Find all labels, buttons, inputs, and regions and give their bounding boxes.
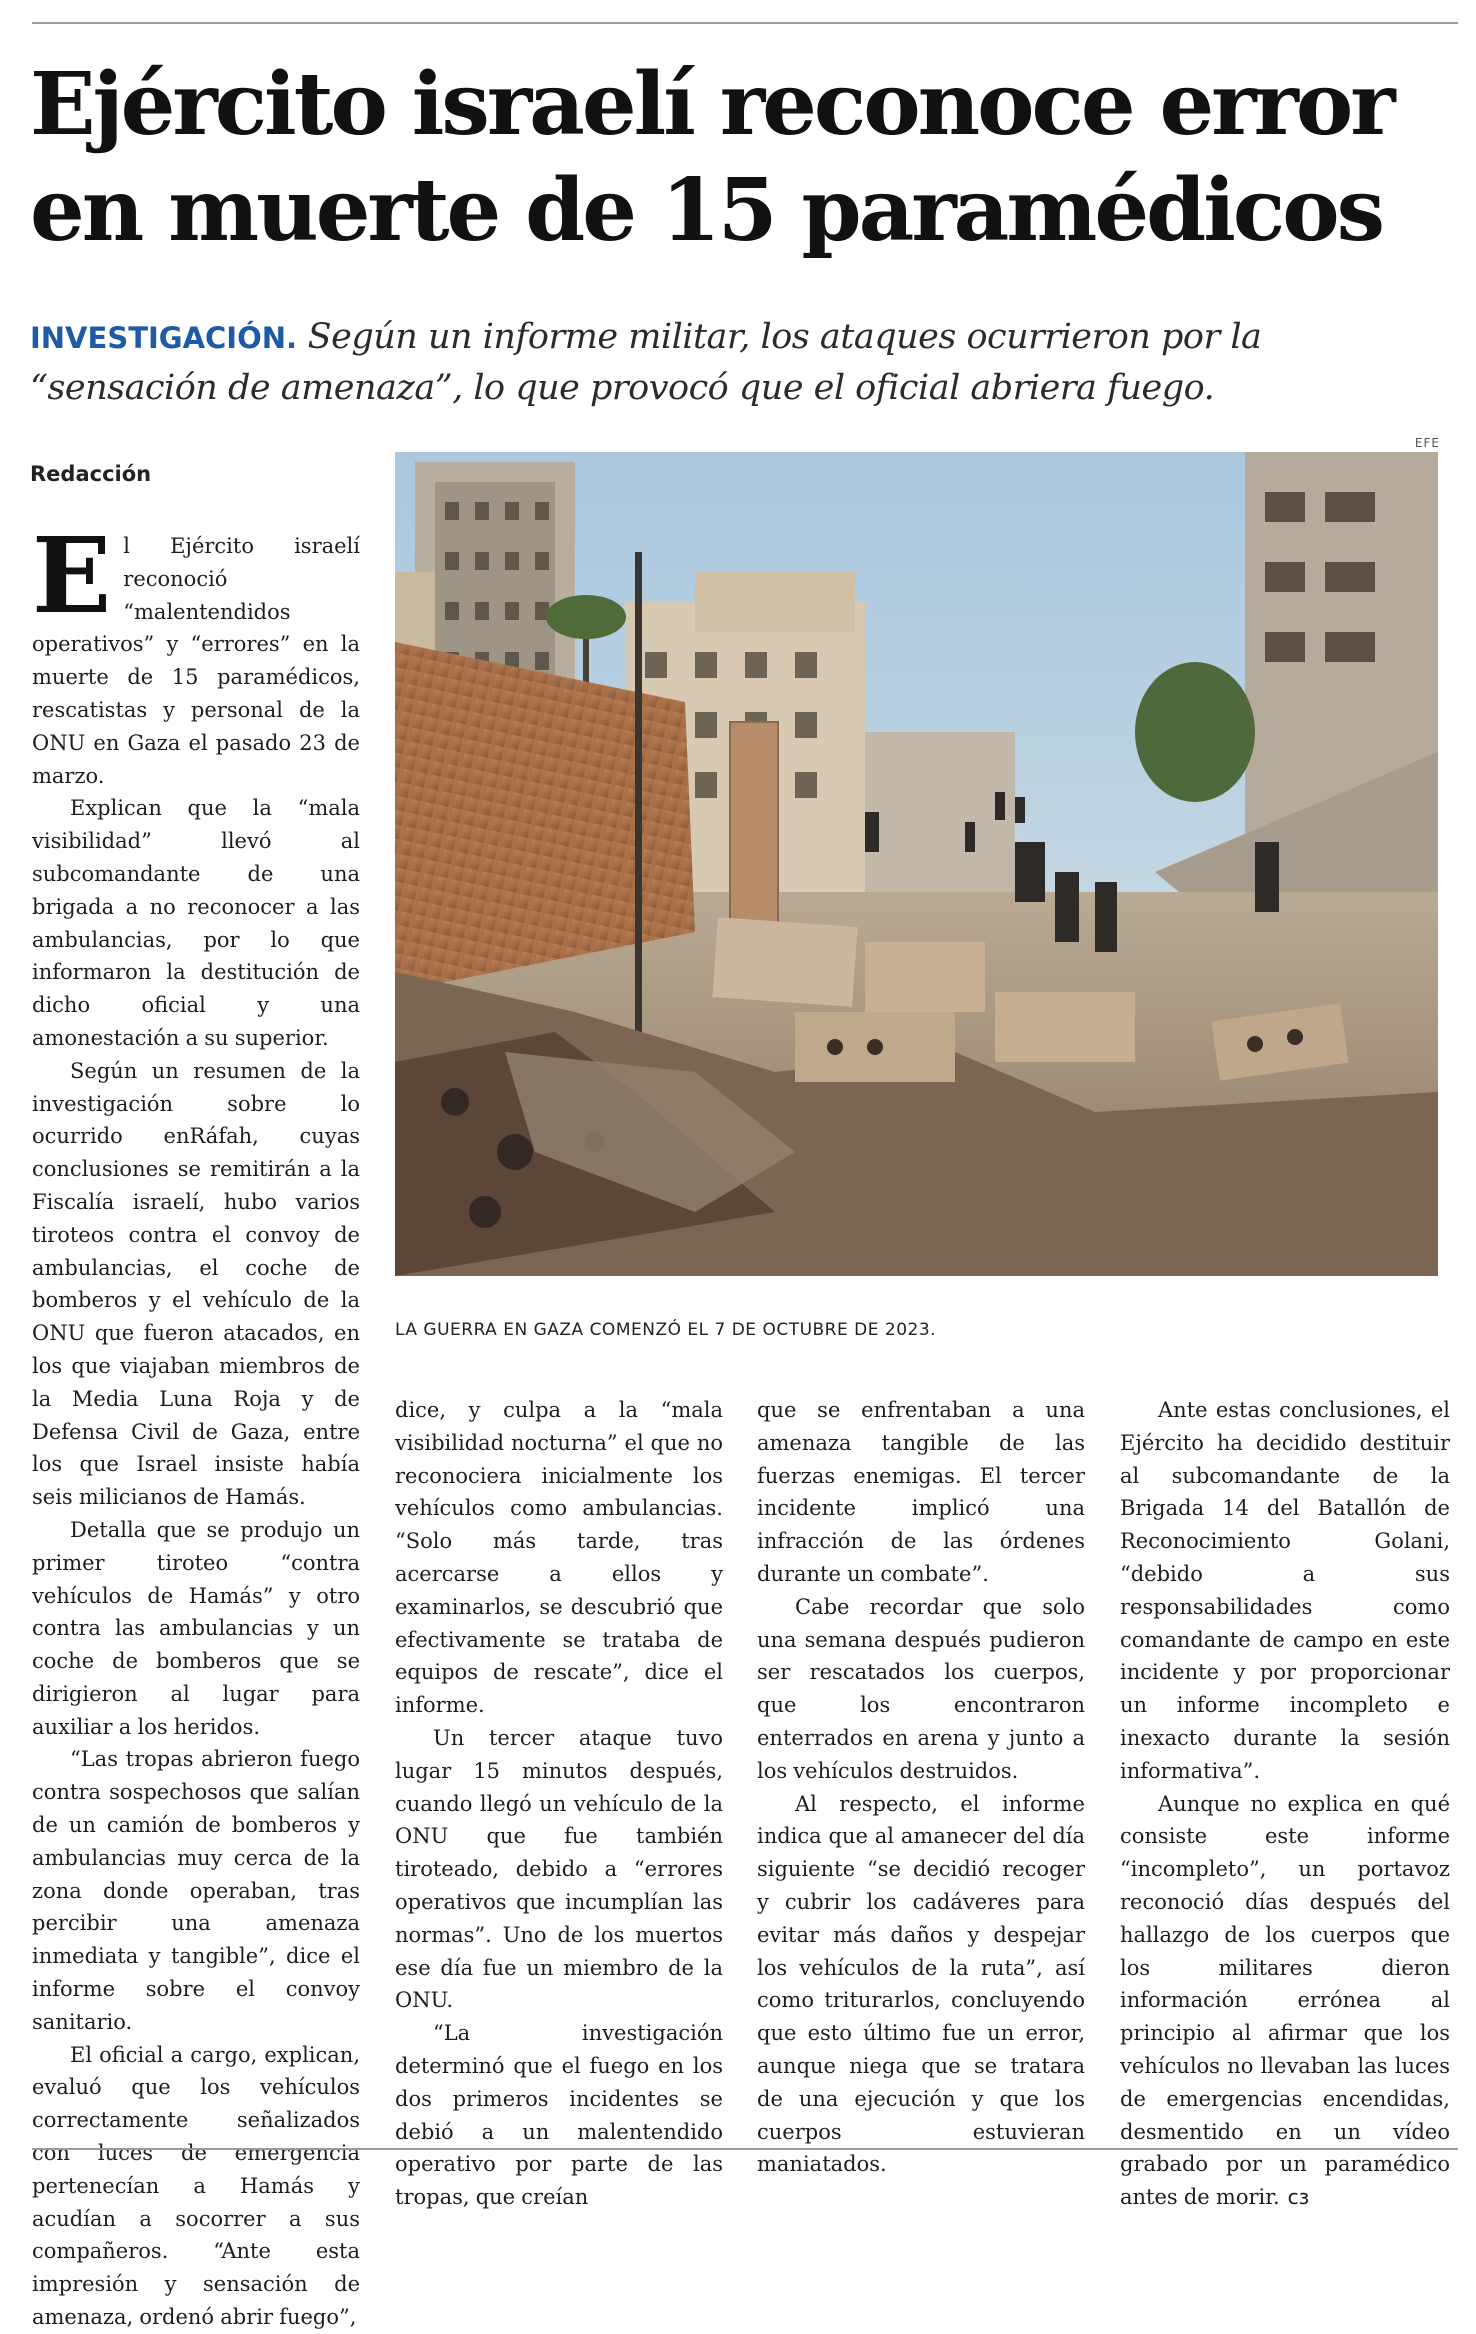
- paragraph-11: Cabe recordar que solo una semana después pudieron ser rescatados los cuerpos, que los encontraron enterrados en arena y junto a los vehículos destruidos.: [757, 1594, 1085, 1783]
- headline: [30, 52, 1450, 264]
- deck-text-1: Según un informe militar, los ataques ocurrieron por la: [297, 317, 1262, 357]
- headline-line-1: Ejército israelí reconoce error: [30, 54, 1393, 155]
- deck-line-1: [30, 312, 1450, 363]
- byline: Redacción: [30, 462, 152, 486]
- news-photo: [395, 452, 1438, 1276]
- top-rule: [32, 22, 1458, 24]
- kicker: INVESTIGACIÓN.: [30, 321, 298, 355]
- paragraph-8: Un tercer ataque tuvo lugar 15 minutos después, cuando llegó un vehículo de la ONU que fue también tiroteado, debido a “errores operativos que incumplían las normas”. Uno de los muertos ese día fue un miembro de la ONU.: [395, 1725, 723, 2013]
- deck: [30, 312, 1450, 413]
- gaza-rubble-illustration: [395, 452, 1438, 1276]
- column-1: [32, 514, 360, 2334]
- paragraph-13: Ante estas conclusiones, el Ejército ha decidido destituir al subcomandante de la Brigada 14 del Batallón de Reconocimiento Golani, “debido a sus responsabilidades como comandante de campo en este incidente y por proporcionar un informe incompleto e inexacto durante la sesión informativa”.: [1120, 1398, 1450, 1783]
- paragraph-3: Según un resumen de la investigación sobre lo ocurrido enRáfah, cuyas conclusiones se remitirán a la Fiscalía israelí, hubo varios tiroteos contra el convoy de ambulancias, el coche de bomberos y el vehículo de la ONU que fueron atacados, en los que viajaban miembros de la Media Luna Roja y de Defensa Civil de Gaza, entre los que Israel insiste había seis milicianos de Hamás.: [32, 1058, 360, 1510]
- headline-line-2: en muerte de 15 paramédicos: [30, 160, 1383, 261]
- end-mark-icon: ᴄɜ: [1287, 2185, 1310, 2210]
- paragraph-10: que se enfrentaban a una amenaza tangible de las fuerzas enemigas. El tercer incidente implicó una infracción de las órdenes durante un combate”.: [757, 1398, 1085, 1586]
- column-3: [757, 1394, 1085, 2181]
- paragraph-7: dice, y culpa a la “mala visibilidad nocturna” el que no reconociera inicialmente los vehículos como ambulancias. “Solo más tarde, tras acercarse a ellos y examinarlos, se descubrió que efectivamente se trataba de equipos de rescate”, dice el informe.: [395, 1398, 723, 1718]
- paragraph-1-text: l Ejército israelí reconoció “malentendidos operativos” y “errores” en la muerte de 15 paramédicos, rescatistas y personal de la ONU en Gaza el pasado 23 de marzo.: [32, 534, 360, 788]
- paragraph-14-text: Aunque no explica en qué consiste este informe “incompleto”, un portavoz reconoció días después del hallazgo de los cuerpos que los militares dieron información errónea al principio al afirmar que los vehículos no llevaban las luces de emergencias encendidas, desmentido en un vídeo grabado por un paramédico antes de morir.: [1120, 1791, 1450, 2210]
- paragraph-1: [32, 514, 360, 792]
- paragraph-5: “Las tropas abrieron fuego contra sospechosos que salían de un camión de bomberos y ambulancias muy cerca de la zona donde operaban, tras percibir una amenaza inmediata y tangible”, dice el informe sobre el convoy sanitario.: [32, 1747, 360, 2034]
- photo-credit: EFE: [1414, 436, 1440, 450]
- paragraph-4: Detalla que se produjo un primer tiroteo “contra vehículos de Hamás” y otro contra las ambulancias y un coche de bomberos que se dirigieron al lugar para auxiliar a los heridos.: [32, 1517, 360, 1739]
- paragraph-9: “La investigación determinó que el fuego en los dos primeros incidentes se debió a un malentendido operativo por parte de las tropas, que creían: [395, 2021, 723, 2210]
- paragraph-6: El oficial a cargo, explican, evaluó que los vehículos correctamente señalizados con luces de emergencia pertenecían a Hamás y acudían a socorrer a sus compañeros. “Ante esta impresión y sensación de amenaza, ordenó abrir fuego”,: [32, 2042, 360, 2330]
- bottom-rule: [32, 2148, 1458, 2150]
- drop-cap: E: [32, 514, 112, 637]
- column-2: [395, 1394, 723, 2214]
- deck-line-2: “sensación de amenaza”, lo que provocó que el oficial abriera fuego.: [30, 368, 1215, 408]
- photo-caption: LA GUERRA EN GAZA COMENZÓ EL 7 DE OCTUBRE DE 2023.: [395, 1320, 937, 1340]
- column-4: [1120, 1394, 1450, 2214]
- paragraph-12: Al respecto, el informe indica que al amanecer del día siguiente “se decidió recoger y cubrir los cadáveres para evitar más daños y despejar los vehículos de la ruta”, así como triturarlos, concluyendo que esto último fue un error, aunque niega que se tratara de una ejecución y que los cuerpos estuvieran maniatados.: [757, 1791, 1085, 2177]
- paragraph-2: Explican que la “mala visibilidad” llevó al subcomandante de una brigada a no reconocer a las ambulancias, por lo que informaron la destitución de dicho oficial y una amonestación a su superior.: [32, 796, 360, 1050]
